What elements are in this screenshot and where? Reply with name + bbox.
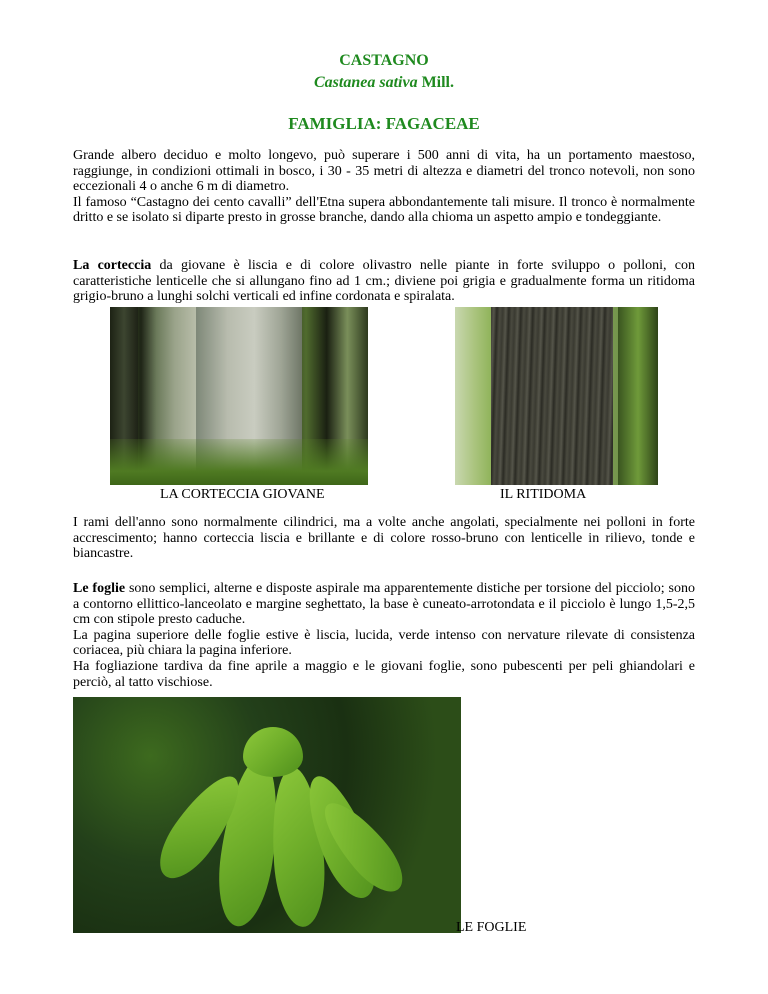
family-heading: FAMIGLIA: FAGACEAE [288, 114, 480, 133]
young-bark-photo [110, 307, 368, 485]
leaves-photo [73, 697, 461, 933]
leaves-caption: LE FOGLIE [456, 920, 527, 935]
species-name: CASTAGNO [339, 52, 429, 69]
leaves-line-2: La pagina superiore delle foglie estive è liscia, lucida, verde intenso con nervature rilevate di consistenza coriacea, più chiara la pagina inferiore. [73, 627, 695, 659]
bark-bold-label: La corteccia [73, 258, 152, 273]
bark-text: da giovane è liscia e di colore olivastro nelle piante in forte sviluppo o polloni, con caratteristiche lenticelle che si allungano fino ad 1 cm.; diviene poi grigia e gradualmente forma un ritidoma grigio-bruno a lunghi solchi verticali ed infine cordonata e spiralata. [73, 258, 695, 305]
bark-paragraph [73, 258, 695, 305]
leaves-line-3: Ha fogliazione tardiva da fine aprile a maggio e le giovani foglie, sono pubescenti per peli ghiandolari e perciò, al tatto vischiose. [73, 658, 695, 690]
young-bark-caption: LA CORTECCIA GIOVANE [160, 487, 325, 502]
ritidoma-caption: IL RITIDOMA [500, 487, 587, 502]
intro-line-2: Il famoso “Castagno dei cento cavalli” dell'Etna supera abbondantemente tali misure. Il tronco è normalmente dritto e se isolato si diparte presto in grosse branche, dando alla chioma un aspetto ampio e tondeggiante. [73, 194, 695, 226]
intro-line-1: Grande albero deciduo e molto longevo, può superare i 500 anni di vita, ha un portamento maestoso, raggiunge, in condizioni ottimali in bosco, i 30 - 35 metri di altezza e diametri del tronco notevoli, non sono eccezionali 4 o anche 6 m di diametro. [73, 148, 695, 195]
latin-name: Castanea sativa [314, 74, 418, 91]
ritidoma-photo [455, 307, 658, 485]
author-abbrev: Mill. [421, 74, 454, 91]
leaf-shape [243, 727, 303, 777]
leaves-text: sono semplici, alterne e disposte aspirale ma apparentemente distiche per torsione del picciolo; sono a contorno ellittico-lanceolato e margine seghettato, la base è cuneato-arrotondata e il picciolo è lungo 1,5-2,5 cm con stipole presto caduche. [73, 581, 695, 628]
leaves-bold-label: Le foglie [73, 581, 126, 596]
intro-paragraph [73, 148, 695, 226]
branches-paragraph: I rami dell'anno sono normalmente cilindrici, ma a volte anche angolati, specialmente nei polloni in forte accrescimento; hanno corteccia liscia e brillante e di colore rosso-bruno con lenticelle in rilievo, tonde e biancastre. [73, 515, 695, 562]
photo-trunk [491, 307, 613, 485]
leaves-line-1 [73, 581, 695, 628]
photo-foliage [618, 307, 658, 485]
leaves-paragraph [73, 581, 695, 690]
scientific-name [0, 74, 768, 92]
photo-grass [110, 439, 368, 485]
